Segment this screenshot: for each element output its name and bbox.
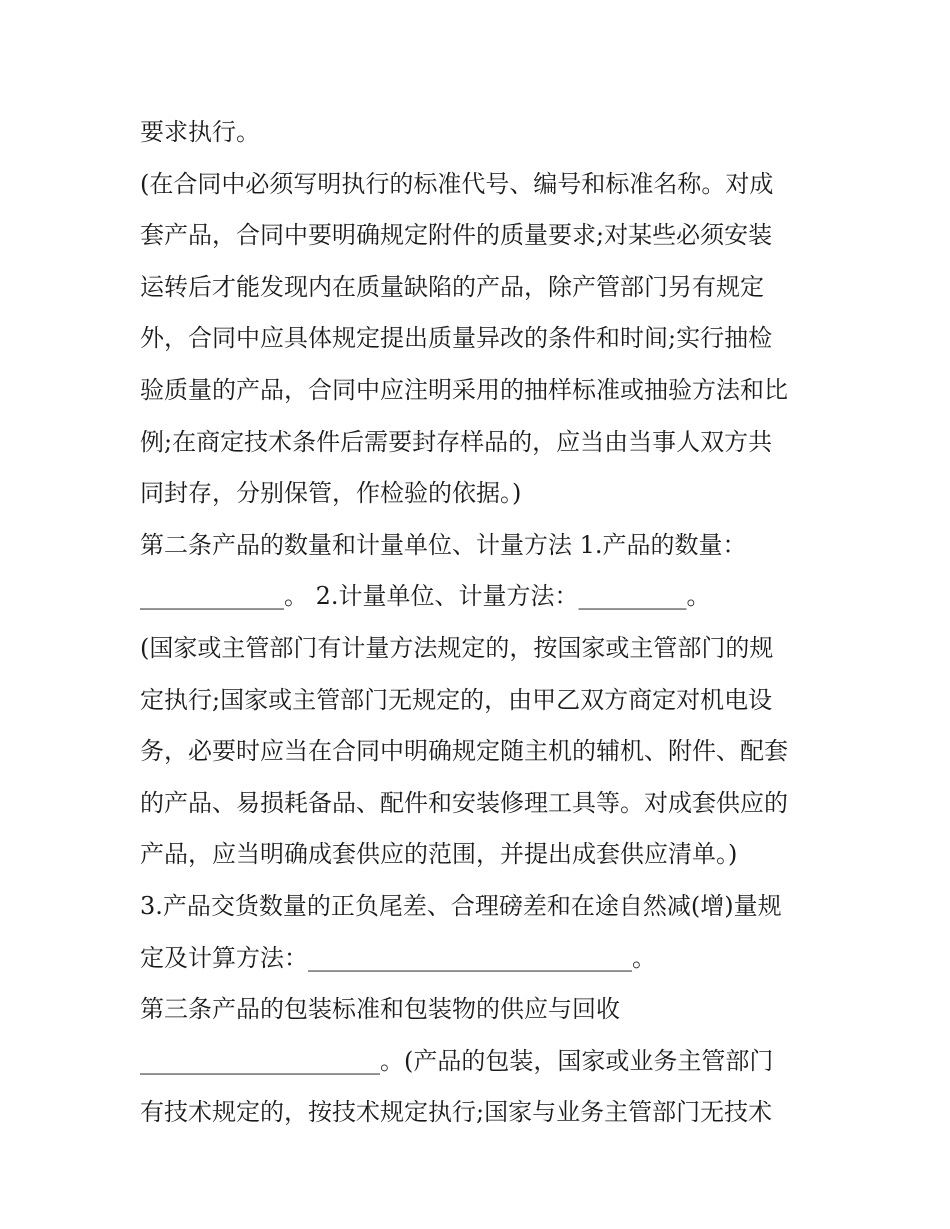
text-line: 有技术规定的，按技术规定执行;国家与业务主管部门无技术 bbox=[140, 1098, 773, 1127]
text-line: 务，必要时应当在合同中明确规定随主机的辅机、附件、配套 bbox=[140, 737, 788, 766]
text-line: 同封存，分别保管，作检验的依据。) bbox=[140, 479, 522, 508]
text-line: 套产品，合同中要明确规定附件的质量要求;对某些必须安装 bbox=[140, 221, 773, 250]
text-line: 的产品、易损耗备品、配件和安装修理工具等。对成套供应的 bbox=[140, 788, 788, 817]
text-line: 外，合同中应具体规定提出质量异改的条件和时间;实行抽检 bbox=[140, 324, 773, 353]
text-line: 要求执行。 bbox=[140, 118, 260, 146]
text-line: 运转后才能发现内在质量缺陷的产品，除产管部门另有规定 bbox=[140, 272, 764, 301]
text-line: ____________。 2.计量单位、计量方法：_________。 bbox=[140, 582, 711, 611]
text-line: 3.产品交货数量的正负尾差、合理磅差和在途自然减(增)量规 bbox=[140, 891, 782, 920]
text-line: 定执行;国家或主管部门无规定的，由甲乙双方商定对机电设 bbox=[140, 685, 773, 714]
text-line: 第二条产品的数量和计量单位、计量方法 1.产品的数量： bbox=[140, 530, 747, 559]
text-line: (在合同中必须写明执行的标准代号、编号和标准名称。对成 bbox=[140, 169, 774, 198]
text-line: 第三条产品的包装标准和包装物的供应与回收 bbox=[140, 995, 620, 1024]
text-line: 定及计算方法：___________________________。 bbox=[140, 943, 656, 972]
text-line: 验质量的产品，合同中应注明采用的抽样标准或抽验方法和比 bbox=[140, 375, 788, 404]
text-line: ____________________。(产品的包装，国家或业务主管部门 bbox=[140, 1046, 774, 1075]
text-line: (国家或主管部门有计量方法规定的，按国家或主管部门的规 bbox=[140, 633, 774, 662]
text-line: 产品，应当明确成套供应的范围，并提出成套供应清单。) bbox=[140, 840, 738, 869]
text-line: 例;在商定技术条件后需要封存样品的，应当由当事人双方共 bbox=[140, 427, 773, 456]
document-body bbox=[140, 107, 820, 1139]
